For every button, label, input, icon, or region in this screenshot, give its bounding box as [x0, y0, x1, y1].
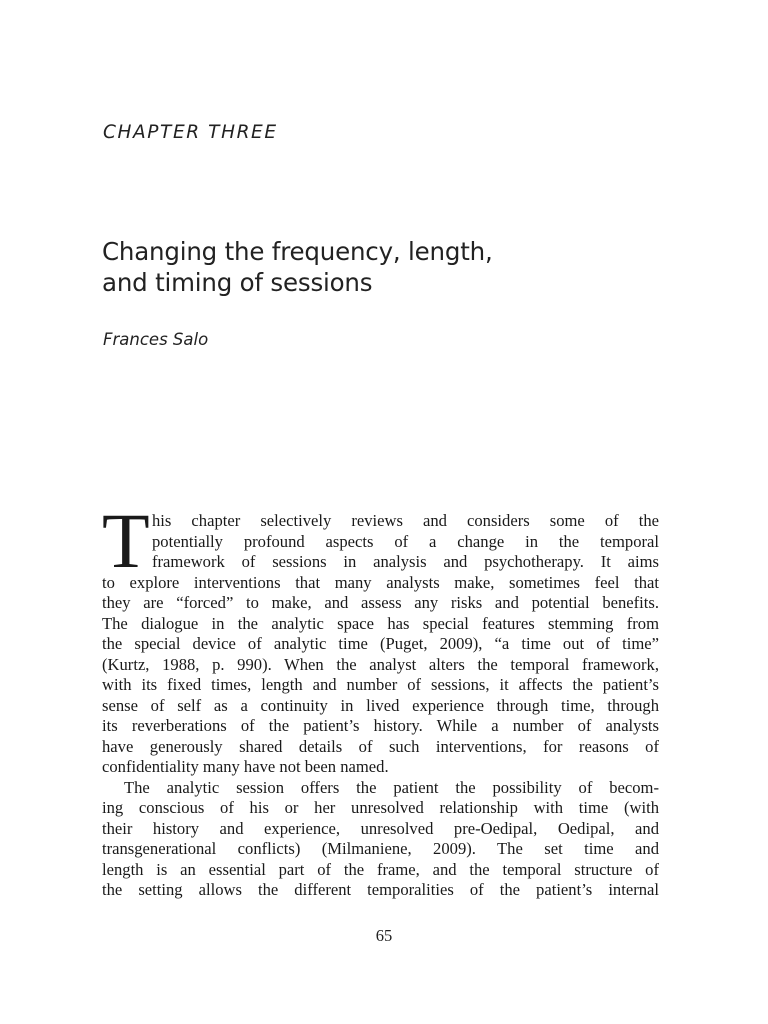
drop-cap: T: [102, 497, 150, 584]
text-line: potentially profound aspects of a change in the temporal: [152, 531, 659, 551]
text-line: The analytic session offers the patient the possibility of becom-: [124, 777, 659, 797]
text-line: with its fixed times, length and number of sessions, it affects the patient’s: [102, 675, 659, 694]
text-line: framework of sessions in analysis and psychotherapy. It aims: [152, 552, 659, 571]
text-line: (Kurtz, 1988, p. 990). When the analyst alters the temporal framework,: [102, 654, 659, 674]
text-line: length is an essential part of the frame, and the temporal structure of: [102, 859, 659, 879]
text-line: to explore interventions that many analysts make, sometimes feel that: [102, 572, 659, 592]
text-line: sense of self as a continuity in lived experience through time, through: [102, 695, 659, 715]
chapter-title-line: Changing the frequency, length,: [102, 237, 493, 266]
text-line: have generously shared details of such interventions, for reasons of: [102, 736, 659, 756]
body-text: [102, 511, 659, 901]
text-line: its reverberations of the patient’s history. While a number of analysts: [102, 716, 659, 735]
text-line: the setting allows the different temporalities of the patient’s internal: [102, 880, 659, 899]
chapter-title-line: and timing of sessions: [102, 268, 373, 297]
text-line: transgenerational conflicts) (Milmaniene, 2009). The set time and: [102, 839, 659, 858]
chapter-author: Frances Salo: [103, 330, 209, 349]
text-line: The dialogue in the analytic space has special features stemming from: [102, 613, 659, 633]
text-line: confidentiality many have not been named.: [102, 757, 389, 776]
text-line: the special device of analytic time (Puget, 2009), “a time out of time”: [102, 634, 659, 653]
text-line: ing conscious of his or her unresolved relationship with time (with: [102, 798, 659, 817]
chapter-title: [102, 236, 662, 298]
text-line: their history and experience, unresolved pre-Oedipal, Oedipal, and: [102, 818, 659, 838]
text-line: they are “forced” to make, and assess any risks and potential benefits.: [102, 593, 659, 612]
chapter-number: CHAPTER THREE: [103, 122, 278, 143]
text-line: his chapter selectively reviews and considers some of the: [152, 511, 659, 530]
page-number: 65: [375, 926, 393, 945]
